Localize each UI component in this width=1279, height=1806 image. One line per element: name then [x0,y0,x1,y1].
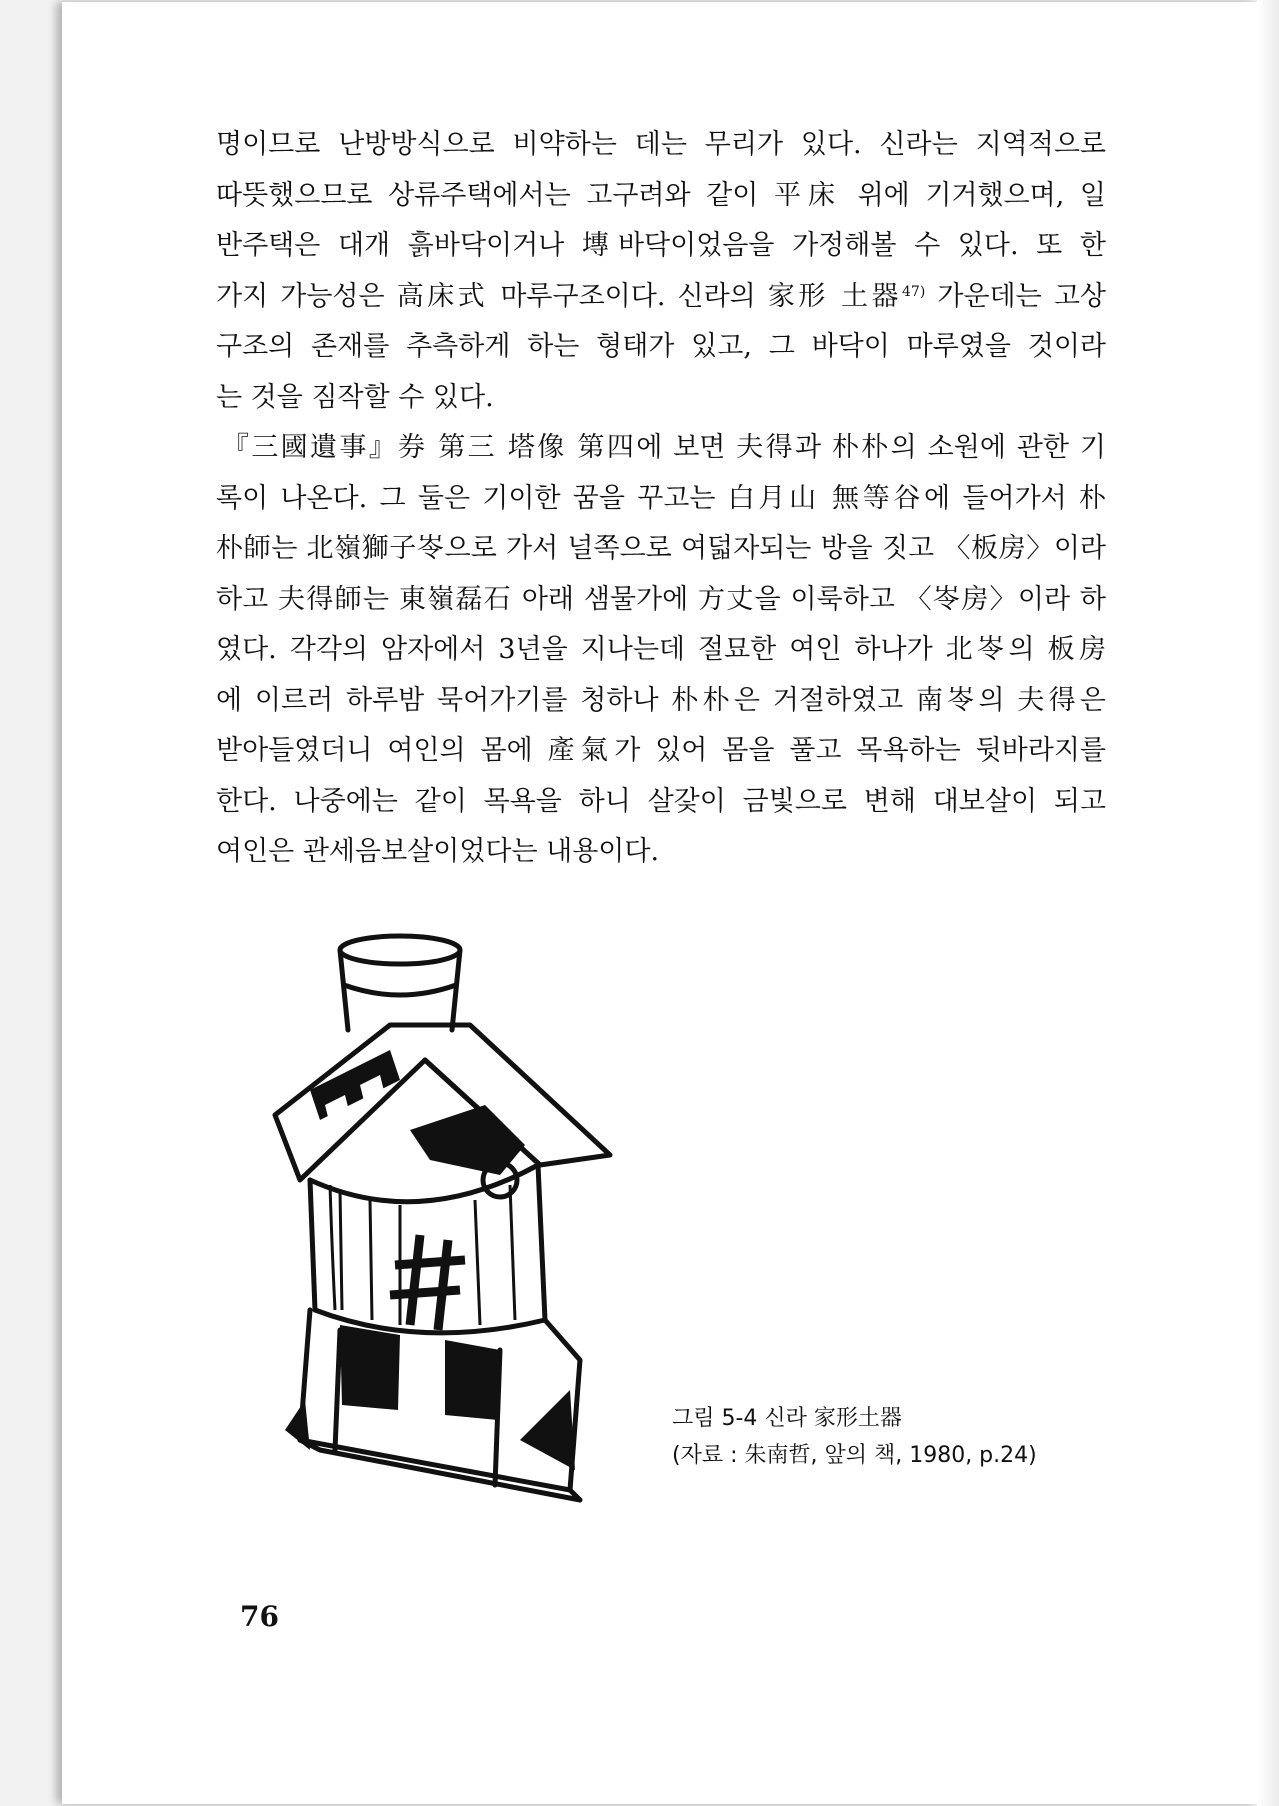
text-line: 한다. 나중에는 같이 목욕을 하니 살갗이 금빛으로 변해 대보살이 되고 [216,785,1106,817]
caption-source: (자료 : 朱南哲, 앞의 책, 1980, p.24) [672,1443,1037,1468]
text-line: 받아들였더니 여인의 몸에 產氣가 있어 몸을 풀고 목욕하는 뒷바라지를 [216,735,1106,766]
text-line: 여인은 관세음보살이었다는 내용이다. [216,836,660,867]
line-tail: 가운데는 고상 [925,280,1106,312]
text-line: 록이 나온다. 그 둘은 기이한 꿈을 꾸고는 白月山 無等谷에 들어가서 朴 [216,482,1106,514]
text-line: 는 것을 짐작할 수 있다. [216,381,494,413]
text-line: 에 이르러 하루밤 묵어가기를 청하나 朴朴은 거절하였고 南岺의 夫得은 [216,684,1106,716]
line-head: 가지 가능성은 高床式 마루구조이다. 신라의 家形 土器 [216,280,903,312]
body-text [216,120,1106,878]
page-edge [1257,0,1279,1806]
text-line: 『三國遺事』券 第三 塔像 第四에 보면 夫得과 朴朴의 소원에 관한 기 [222,432,1106,463]
text-line: 구조의 존재를 추측하게 하는 형태가 있고, 그 바닥이 마루였을 것이라 [216,331,1106,362]
text-line: 명이므로 난방방식으로 비약하는 데는 무리가 있다. 신라는 지역적으로 [216,129,1106,160]
page-number: 76 [240,1600,279,1633]
house-shaped-pottery-illustration [270,930,710,1520]
caption-title: 그림 5-4 신라 家形土器 [672,1406,902,1431]
text-line: 였다. 각각의 암자에서 3년을 지나는데 절묘한 여인 하나가 北岺의 板房 [216,634,1106,665]
text-line: 따뜻했으므로 상류주택에서는 고구려와 같이 平床 위에 기거했으며, 일 [216,179,1106,211]
text-line: 반주택은 대개 흙바닥이거나 塼바닥이었음을 가정해볼 수 있다. 또 한 [216,230,1106,261]
text-line-footnote [216,272,1106,323]
figure-caption [672,1400,1037,1474]
text-line: 하고 夫得師는 東嶺磊石 아래 샘물가에 方丈을 이룩하고 〈岺房〉이라 하 [216,583,1106,615]
footnote-ref: 47) [902,283,926,300]
text-line: 朴師는 北嶺獅子岺으로 가서 널쪽으로 여덟자되는 방을 짓고 〈板房〉이라 [216,533,1106,564]
